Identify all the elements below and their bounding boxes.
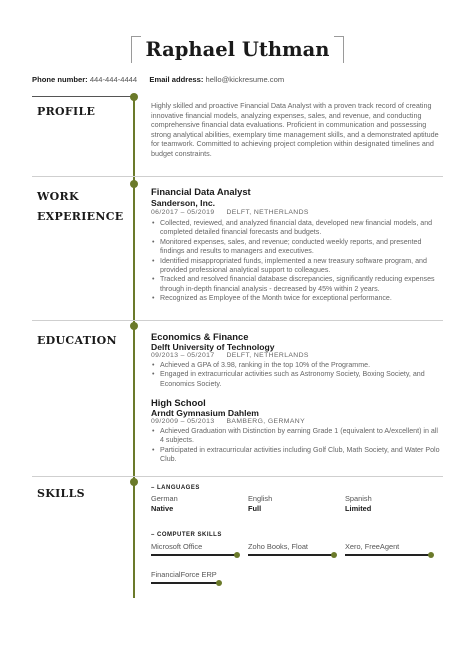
- skill-level-bar: [151, 582, 219, 584]
- section-divider: [32, 476, 443, 477]
- timeline-dot: [130, 93, 138, 101]
- skill-name: FinancialForce ERP: [151, 570, 217, 579]
- computer-skills-label: – COMPUTER SKILLS: [151, 532, 222, 538]
- job-date-range: 06/2017 – 05/2019: [151, 209, 215, 216]
- candidate-name: Raphael Uthman: [145, 38, 330, 61]
- skill-name: Microsoft Office: [151, 542, 203, 551]
- language-level: Limited: [345, 504, 372, 513]
- education-bullets: [151, 427, 441, 465]
- work-heading-line1: WORK: [37, 190, 79, 203]
- skill-level-marker: [234, 552, 240, 558]
- bracket-top-right: [334, 36, 344, 63]
- timeline-dot: [130, 180, 138, 188]
- education-dates: [151, 418, 305, 425]
- skill-level-bar: [151, 554, 237, 556]
- education-bullets: [151, 361, 441, 389]
- education-dates: [151, 352, 309, 359]
- school-name: Arndt Gymnasium Dahlem: [151, 408, 259, 418]
- job-title: Financial Data Analyst: [151, 186, 251, 197]
- section-divider: [32, 176, 443, 177]
- skill-level-bar: [248, 554, 334, 556]
- languages-label: – LANGUAGES: [151, 485, 200, 491]
- education-heading: EDUCATION: [37, 334, 117, 347]
- language-name: English: [248, 494, 273, 503]
- timeline-line: [133, 96, 135, 598]
- skills-heading: SKILLS: [37, 487, 85, 500]
- name-box: [131, 36, 344, 64]
- language-level: Full: [248, 504, 262, 513]
- list-item: • Achieved Graduation with Distinction by earning Grade 1 (equivalent to A/excellent) in all 4 subjects.: [151, 427, 441, 446]
- phone-label: Phone number:: [32, 75, 88, 84]
- education-location: DELFT, NETHERLANDS: [226, 352, 309, 359]
- job-location: DELFT, NETHERLANDS: [226, 209, 309, 216]
- job-dates: [151, 209, 309, 216]
- list-item: • Tracked and resolved financial database discrepancies, significantly reducing expenses through in-depth financial analysis - decreased by 45% within 2 years.: [151, 275, 441, 294]
- list-item: • Monitored expenses, sales, and revenue; conducted weekly reports, and presented findings and results to managers and executives.: [151, 238, 441, 257]
- education-location: BAMBERG, GERMANY: [226, 418, 306, 425]
- list-item: • Participated in extracurricular activities including Golf Club, Math Society, and Water Polo Club.: [151, 446, 441, 465]
- contact-line: [32, 75, 284, 84]
- language-name: German: [151, 494, 178, 503]
- education-date-range: 09/2013 – 05/2017: [151, 352, 215, 359]
- bracket-top-left: [131, 36, 141, 63]
- timeline-dot: [130, 478, 138, 486]
- skill-level-marker: [428, 552, 434, 558]
- skill-name: Zoho Books, Float: [248, 542, 308, 551]
- language-level: Native: [151, 504, 174, 513]
- degree-title: High School: [151, 397, 206, 408]
- email-label: Email address:: [149, 75, 204, 84]
- school-name: Delft University of Technology: [151, 342, 275, 352]
- job-company: Sanderson, Inc.: [151, 198, 215, 208]
- profile-heading: PROFILE: [37, 105, 96, 118]
- profile-text: Highly skilled and proactive Financial Data Analyst with a proven track record of creating innovative financial models, analyzing expenses, sales, and revenue, and conducting comprehensive financial data evaluations. Proficient in communication and possessing strong analytical abilities, exemplary time management skills, and a demonstrated aptitude for teamwork. Committed to achieving project completion within designated timelines and budget constraints.: [151, 101, 439, 158]
- timeline-dot: [130, 322, 138, 330]
- language-name: Spanish: [345, 494, 372, 503]
- page-top-edge: [0, 0, 474, 14]
- email-value: hello@kickresume.com: [205, 75, 285, 84]
- skill-level-marker: [216, 580, 222, 586]
- header-rule: [32, 96, 134, 97]
- list-item: • Engaged in extracurricular activities such as Astronomy Society, Boxing Society, and Economics Society.: [151, 370, 441, 389]
- skill-level-bar: [345, 554, 431, 556]
- job-bullets: [151, 219, 441, 304]
- list-item: • Recognized as Employee of the Month twice for exceptional performance.: [151, 294, 441, 303]
- list-item: • Identified misappropriated funds, implemented a new treasury software program, and provided professional analytical support to colleagues.: [151, 257, 441, 276]
- list-item: • Achieved a GPA of 3.98, ranking in the top 10% of the Programme.: [151, 361, 441, 370]
- degree-title: Economics & Finance: [151, 331, 249, 342]
- work-heading-line2: EXPERIENCE: [37, 210, 124, 223]
- skill-level-marker: [331, 552, 337, 558]
- skill-name: Xero, FreeAgent: [345, 542, 400, 551]
- education-date-range: 09/2009 – 05/2013: [151, 418, 215, 425]
- list-item: • Collected, reviewed, and analyzed financial data, developed new financial models, and completed detailed financial forecasts and budgets.: [151, 219, 441, 238]
- phone-value: 444-444-4444: [89, 75, 138, 84]
- section-divider: [32, 320, 443, 321]
